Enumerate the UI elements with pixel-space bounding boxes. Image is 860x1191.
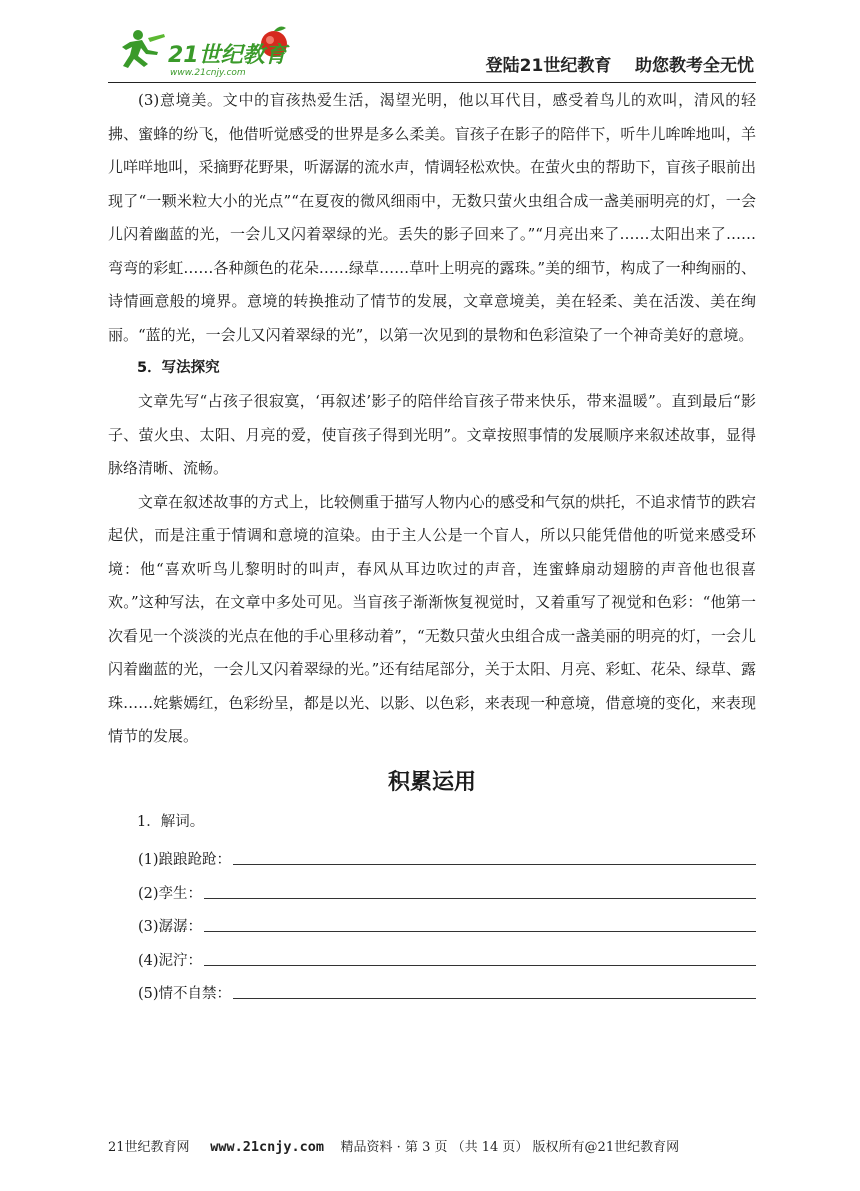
answer-line [204,965,756,966]
heading-writing-method: 5．写法探究 [137,360,220,376]
fill-item-label: (2)孪生： [138,885,203,902]
footer-site: 21世纪教育网 [108,1140,190,1155]
running-figure-icon [122,30,165,68]
fill-item-label: (3)潺潺： [138,919,203,935]
logo-text: 21世纪教育 [168,43,287,68]
site-logo [108,20,308,80]
fill-item [108,873,756,907]
header-slogan: 登陆21世纪教育 助您教考全无忧 [485,56,754,76]
question-1: 1．解词。 [137,813,205,830]
paragraph-imagery: (3)意境美。文中的盲孩热爱生活，渴望光明，他以耳代目，感受着鸟儿的欢叫，清风的轻拂、蜜蜂的纷飞，他借听觉感受的世界是多么柔美。盲孩子在影子的陪伴下，听牛儿哞哞地叫，羊儿咩咩地叫，采摘野花野果，听潺潺的流水声，情调轻松欢快。在萤火虫的帮助下，盲孩子眼前出现了“一颗米粒大小的光点”“在夏夜的微风细雨中，无数只萤火虫组合成一盏美丽明亮的灯，一会儿闪着幽蓝的光，一会儿又闪着翠绿的光。丢失的影子回来了。”“月亮出来了……太阳出来了……弯弯的彩虹……各种颜色的花朵……绿草……草叶上明亮的露珠。”美的细节，构成了一种绚丽的、诗情画意般的境界。意境的转换推动了情节的发展，文章意境美，美在轻柔、美在活泼、美在绚丽。“蓝的光，一会儿又闪着翠绿的光”，以第一次见到的景物和色彩渲染了一个神奇美好的意境。 [108,91,756,344]
page-header [108,20,756,83]
answer-line [233,864,756,865]
fill-item [108,907,756,941]
page-content [108,84,756,1007]
fill-item [108,974,756,1008]
paragraph-narration: 文章在叙述故事的方式上，比较侧重于描写人物内心的感受和气氛的烘托，不追求情节的跌宕起伏，而是注重于情调和意境的渲染。由于主人公是一个盲人，所以只能凭借他的听觉来感受环境：他“喜欢听鸟儿黎明时的叫声，春风从耳边吹过的声音，连蜜蜂扇动翅膀的声音他也很喜欢。”这种写法，在文章中多处可见。当盲孩子渐渐恢复视觉时，又着重写了视觉和色彩：“他第一次看见一个淡淡的光点在他的手心里移动着”，“无数只萤火虫组合成一盏美丽的明亮的灯，一会儿闪着幽蓝的光，一会儿又闪着翠绿的光。”还有结尾部分，关于太阳、月亮、彩虹、花朵、绿草、露珠……姹紫嫣红，色彩纷呈，都是以光、以影、以色彩，来表现一种意境，借意境的变化，来表现情节的发展。 [108,492,756,745]
page-footer [108,1136,756,1155]
fill-item-label: (1)踉踉跄跄： [138,852,232,868]
footer-info: 精品资料 · 第 3 页 （共 14 页） 版权所有@21世纪教育网 [340,1140,680,1155]
fill-item-label: (5)情不自禁： [138,986,232,1002]
fill-item [108,940,756,974]
logo-url: www.21cnjy.com [170,68,246,78]
answer-line [204,898,756,899]
fill-item [108,840,756,874]
section-title: 积累运用 [387,769,476,795]
answer-line [204,931,756,932]
answer-line [233,998,756,999]
footer-url: www.21cnjy.com [210,1139,325,1155]
fill-item-label: (4)泥泞： [138,952,203,969]
paragraph-structure: 文章先写“占孩子很寂寞，‘再叙述’影子的陪伴给盲孩子带来快乐，带来温暖”。直到最后“影子、萤火虫、太阳、月亮的爱，使盲孩子得到光明”。文章按照事情的发展顺序来叙述故事，显得脉络清晰、流畅。 [108,392,756,477]
